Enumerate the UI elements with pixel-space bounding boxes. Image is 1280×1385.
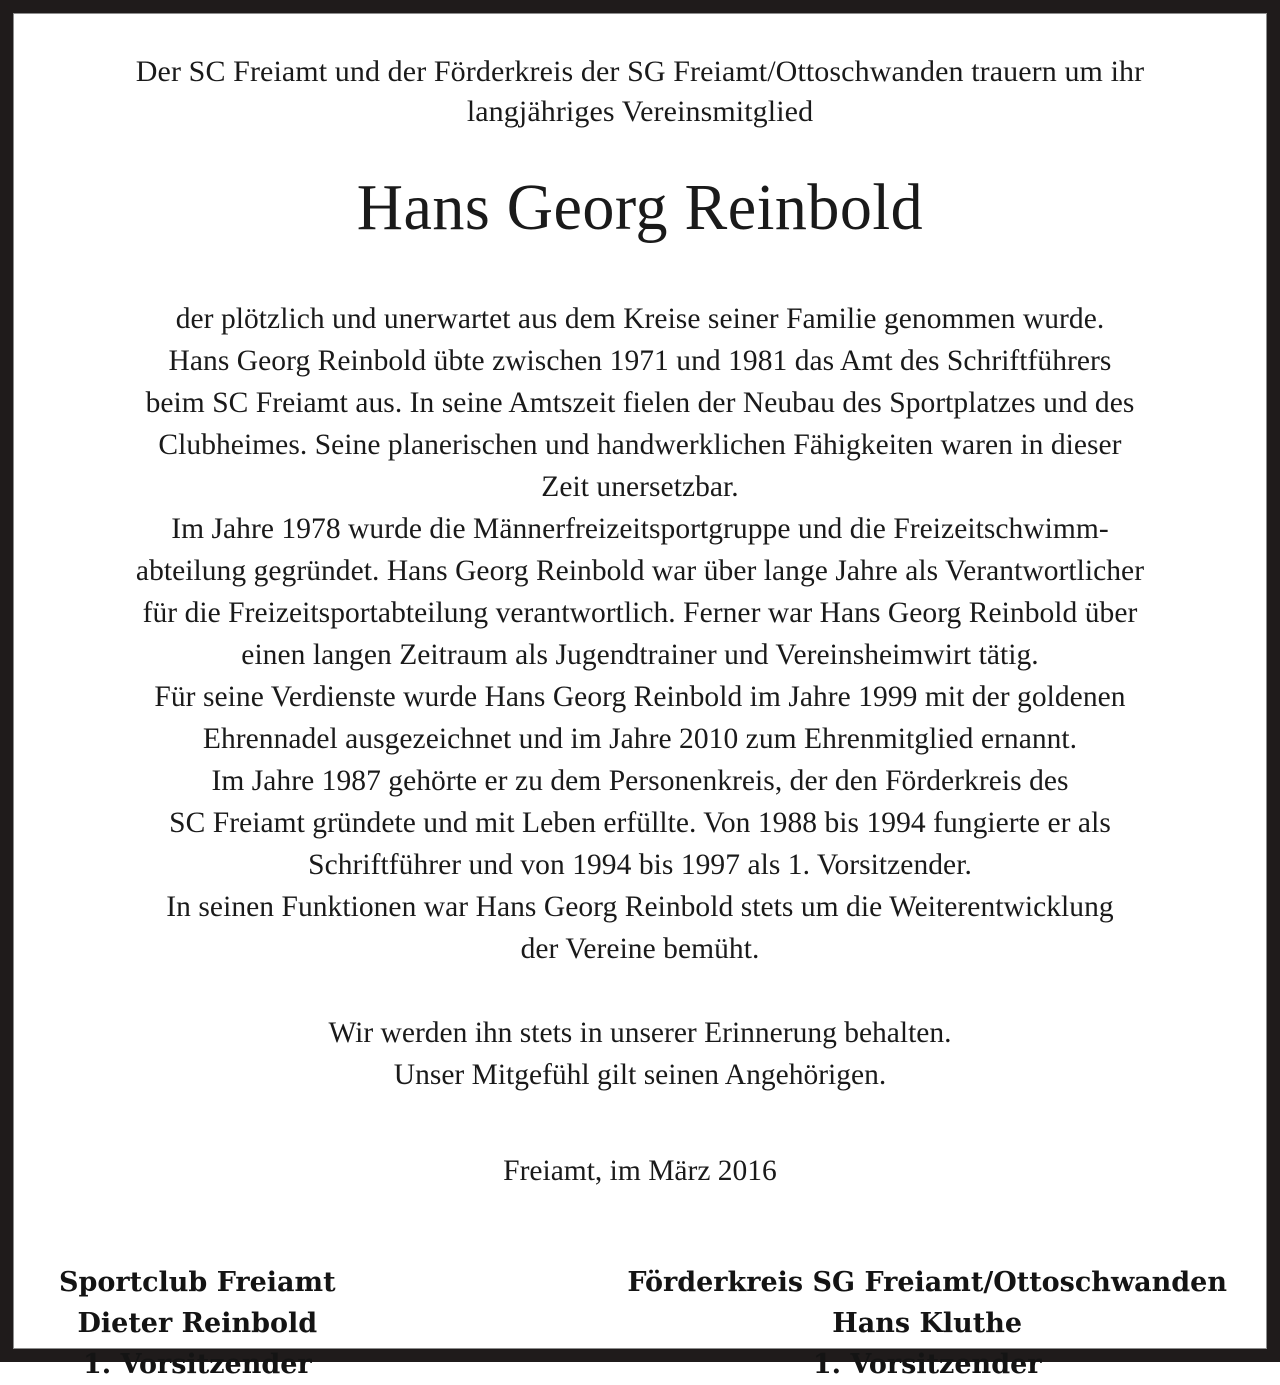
body-line: Zeit unersetzbar. [541,471,739,503]
signature-block-foerderkreis [627,1262,1227,1385]
body-line: In seinen Funktionen war Hans Georg Reinbold stets um die Weiterentwicklung [166,891,1114,923]
deceased-name: Hans Georg Reinbold [356,171,924,244]
body-line: Ehrennadel ausgezeichnet und im Jahre 2010 zum Ehrenmitglied ernannt. [202,723,1078,755]
body-line: der Vereine bemüht. [520,933,760,965]
body-line: der plötzlich und unerwartet aus dem Kreise seiner Familie genommen wurde. [175,303,1105,335]
closing-line: Wir werden ihn stets in unserer Erinnerung behalten. [328,1017,952,1049]
signature-block-sportclub [59,1262,336,1385]
body-line: Schriftführer und von 1994 bis 1997 als 1. Vorsitzender. [308,849,972,881]
signature-organization: Förderkreis SG Freiamt/Ottoschwanden [627,1267,1227,1298]
signature-role: 1. Vorsitzender [82,1349,312,1380]
body-text [45,298,1235,970]
body-line: Clubheimes. Seine planerischen und handwerklichen Fähigkeiten waren in dieser [158,429,1122,461]
signature-person: Hans Kluthe [832,1308,1023,1339]
signature-role: 1. Vorsitzender [812,1349,1042,1380]
body-line: Für seine Verdienste wurde Hans Georg Reinbold im Jahre 1999 mit der goldenen [154,681,1126,713]
place-and-date: Freiamt, im März 2016 [503,1155,777,1187]
signature-organization: Sportclub Freiamt [59,1267,336,1298]
body-line: beim SC Freiamt aus. In seine Amtszeit fielen der Neubau des Sportplatzes und des [145,387,1135,419]
intro-text [47,52,1233,132]
body-line: für die Freizeitsportabteilung verantwortlich. Ferner war Hans Georg Reinbold über [142,597,1138,629]
notice-inner-frame [13,13,1267,1380]
body-line: einen langen Zeitraum als Jugendtrainer und Vereinsheimwirt tätig. [241,639,1039,671]
signature-row [45,1262,1235,1385]
intro-line-2: langjähriges Vereinsmitglied [466,95,814,128]
signature-person: Dieter Reinbold [77,1308,318,1339]
closing-line: Unser Mitgefühl gilt seinen Angehörigen. [393,1059,887,1091]
intro-line-1: Der SC Freiamt und der Förderkreis der SG Freiamt/Ottoschwanden trauern um ihr [135,55,1145,88]
closing-text [45,1012,1235,1096]
body-line: Hans Georg Reinbold übte zwischen 1971 und 1981 das Amt des Schriftführers [168,345,1112,377]
body-line: Im Jahre 1987 gehörte er zu dem Personenkreis, der den Förderkreis des [211,765,1069,797]
body-line: Im Jahre 1978 wurde die Männerfreizeitsportgruppe und die Freizeitschwimm- [171,513,1109,545]
body-line: abteilung gegründet. Hans Georg Reinbold war über lange Jahre als Verantwortlicher [135,555,1145,587]
body-line: SC Freiamt gründete und mit Leben erfüllte. Von 1988 bis 1994 fungierte er als [169,807,1111,839]
